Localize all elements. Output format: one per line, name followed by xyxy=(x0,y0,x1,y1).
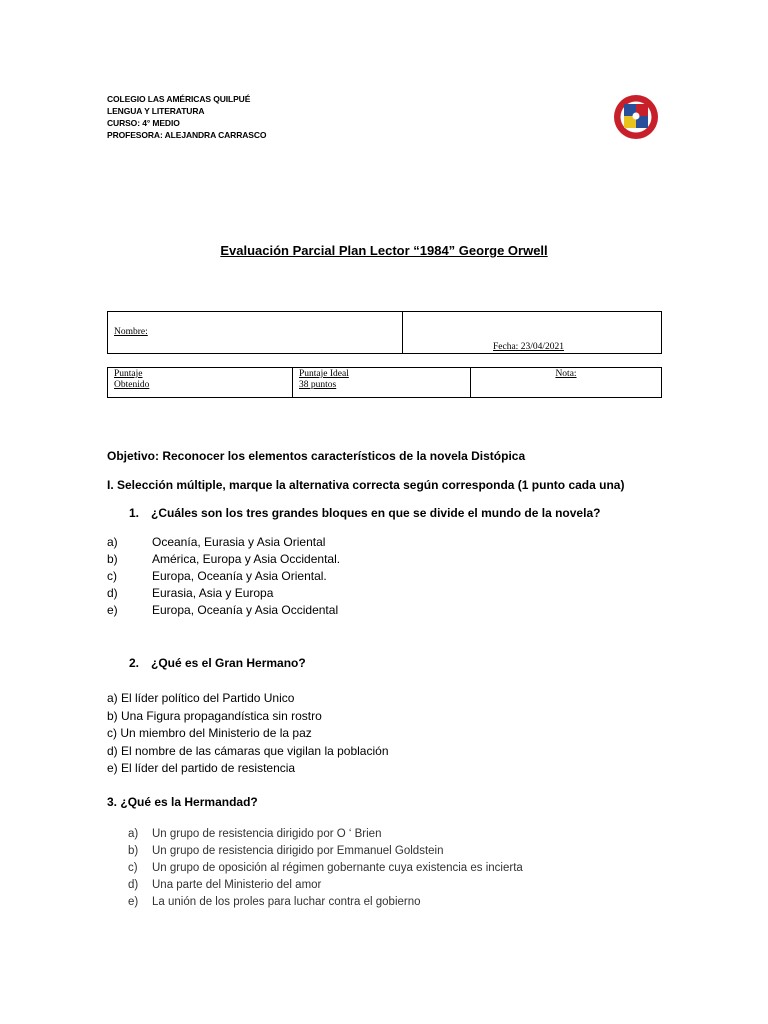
teacher-name: PROFESORA: ALEJANDRA CARRASCO xyxy=(107,130,267,140)
name-label: Nombre: xyxy=(114,327,148,337)
option-letter: b) xyxy=(107,552,118,566)
option-e[interactable] xyxy=(128,894,523,911)
option-e[interactable] xyxy=(107,602,340,619)
option-text: Europa, Oceanía y Asia Oriental. xyxy=(152,569,327,583)
option-text: Oceanía, Eurasia y Asia Oriental xyxy=(152,535,326,549)
option-c[interactable] xyxy=(107,568,340,585)
option-text: Eurasia, Asia y Europa xyxy=(152,586,274,600)
question-number: 3. xyxy=(107,795,118,809)
score-obtained-label-1: Puntaje xyxy=(114,369,143,379)
option-b[interactable] xyxy=(107,551,340,568)
option-a[interactable] xyxy=(107,534,340,551)
option-text: La unión de los proles para luchar contra el gobierno xyxy=(152,896,421,908)
question-3 xyxy=(107,795,258,809)
student-info-table xyxy=(107,311,662,354)
option-c[interactable]: c) Un miembro del Ministerio de la paz xyxy=(107,726,312,740)
question-text: ¿Qué es la Hermandad? xyxy=(120,795,258,809)
course-name: CURSO: 4° MEDIO xyxy=(107,118,180,128)
date-field xyxy=(403,312,662,354)
school-logo-icon xyxy=(611,94,661,140)
subject-name: LENGUA Y LITERATURA xyxy=(107,106,205,116)
score-table xyxy=(107,367,662,398)
option-letter: e) xyxy=(107,603,118,617)
question-2-options xyxy=(107,690,389,778)
school-name: COLEGIO LAS AMÉRICAS QUILPUÉ xyxy=(107,94,251,104)
score-obtained-cell[interactable] xyxy=(108,368,293,398)
page-title: Evaluación Parcial Plan Lector “1984” George Orwell xyxy=(220,243,548,258)
score-obtained-label-2: Obtenido xyxy=(114,380,150,390)
question-number: 1. xyxy=(129,506,140,520)
question-1 xyxy=(129,506,600,520)
section-title: I. Selección múltiple, marque la alternativa correcta según corresponda (1 punto cada una) xyxy=(107,478,625,492)
question-text: ¿Cuáles son los tres grandes bloques en que se divide el mundo de la novela? xyxy=(151,506,601,520)
option-b[interactable]: b) Una Figura propagandística sin rostro xyxy=(107,708,322,723)
grade-cell[interactable] xyxy=(471,368,662,398)
question-1-options xyxy=(107,534,340,619)
option-e[interactable]: e) El líder del partido de resistencia xyxy=(107,761,296,775)
question-2 xyxy=(129,656,306,670)
option-a[interactable]: a) El líder político del Partido Unico xyxy=(107,691,295,705)
option-d[interactable] xyxy=(128,877,523,894)
option-letter: e) xyxy=(128,896,139,908)
question-3-options xyxy=(128,826,523,911)
grade-label: Nota: xyxy=(555,369,577,379)
option-a[interactable] xyxy=(128,826,523,843)
option-letter: d) xyxy=(107,586,118,600)
score-ideal-label: Puntaje Ideal xyxy=(299,369,349,379)
date-label: Fecha: 23/04/2021 xyxy=(493,342,564,352)
option-text: América, Europa y Asia Occidental. xyxy=(152,552,341,566)
score-ideal-cell xyxy=(293,368,471,398)
option-text: Un grupo de resistencia dirigido por O ‘ Brien xyxy=(152,828,382,840)
option-letter: a) xyxy=(128,828,139,840)
option-letter: c) xyxy=(107,569,117,583)
question-number: 2. xyxy=(129,656,140,670)
option-d[interactable] xyxy=(107,585,340,602)
option-text: Una parte del Ministerio del amor xyxy=(152,879,322,891)
option-c[interactable] xyxy=(128,860,523,877)
option-text: Un grupo de oposición al régimen gobernante cuya existencia es incierta xyxy=(152,862,523,874)
option-letter: d) xyxy=(128,879,139,891)
option-b[interactable] xyxy=(128,843,523,860)
objective-text: Objetivo: Reconocer los elementos característicos de la novela Distópica xyxy=(107,449,526,463)
question-text: ¿Qué es el Gran Hermano? xyxy=(151,656,306,670)
option-text: Un grupo de resistencia dirigido por Emmanuel Goldstein xyxy=(152,845,444,857)
score-ideal-value: 38 puntos xyxy=(299,380,337,390)
school-header xyxy=(107,93,266,141)
name-field[interactable] xyxy=(108,312,403,354)
option-text: Europa, Oceanía y Asia Occidental xyxy=(152,603,339,617)
option-d[interactable]: d) El nombre de las cámaras que vigilan la población xyxy=(107,743,389,758)
option-letter: b) xyxy=(128,845,139,857)
option-letter: c) xyxy=(128,862,138,874)
option-letter: a) xyxy=(107,535,118,549)
